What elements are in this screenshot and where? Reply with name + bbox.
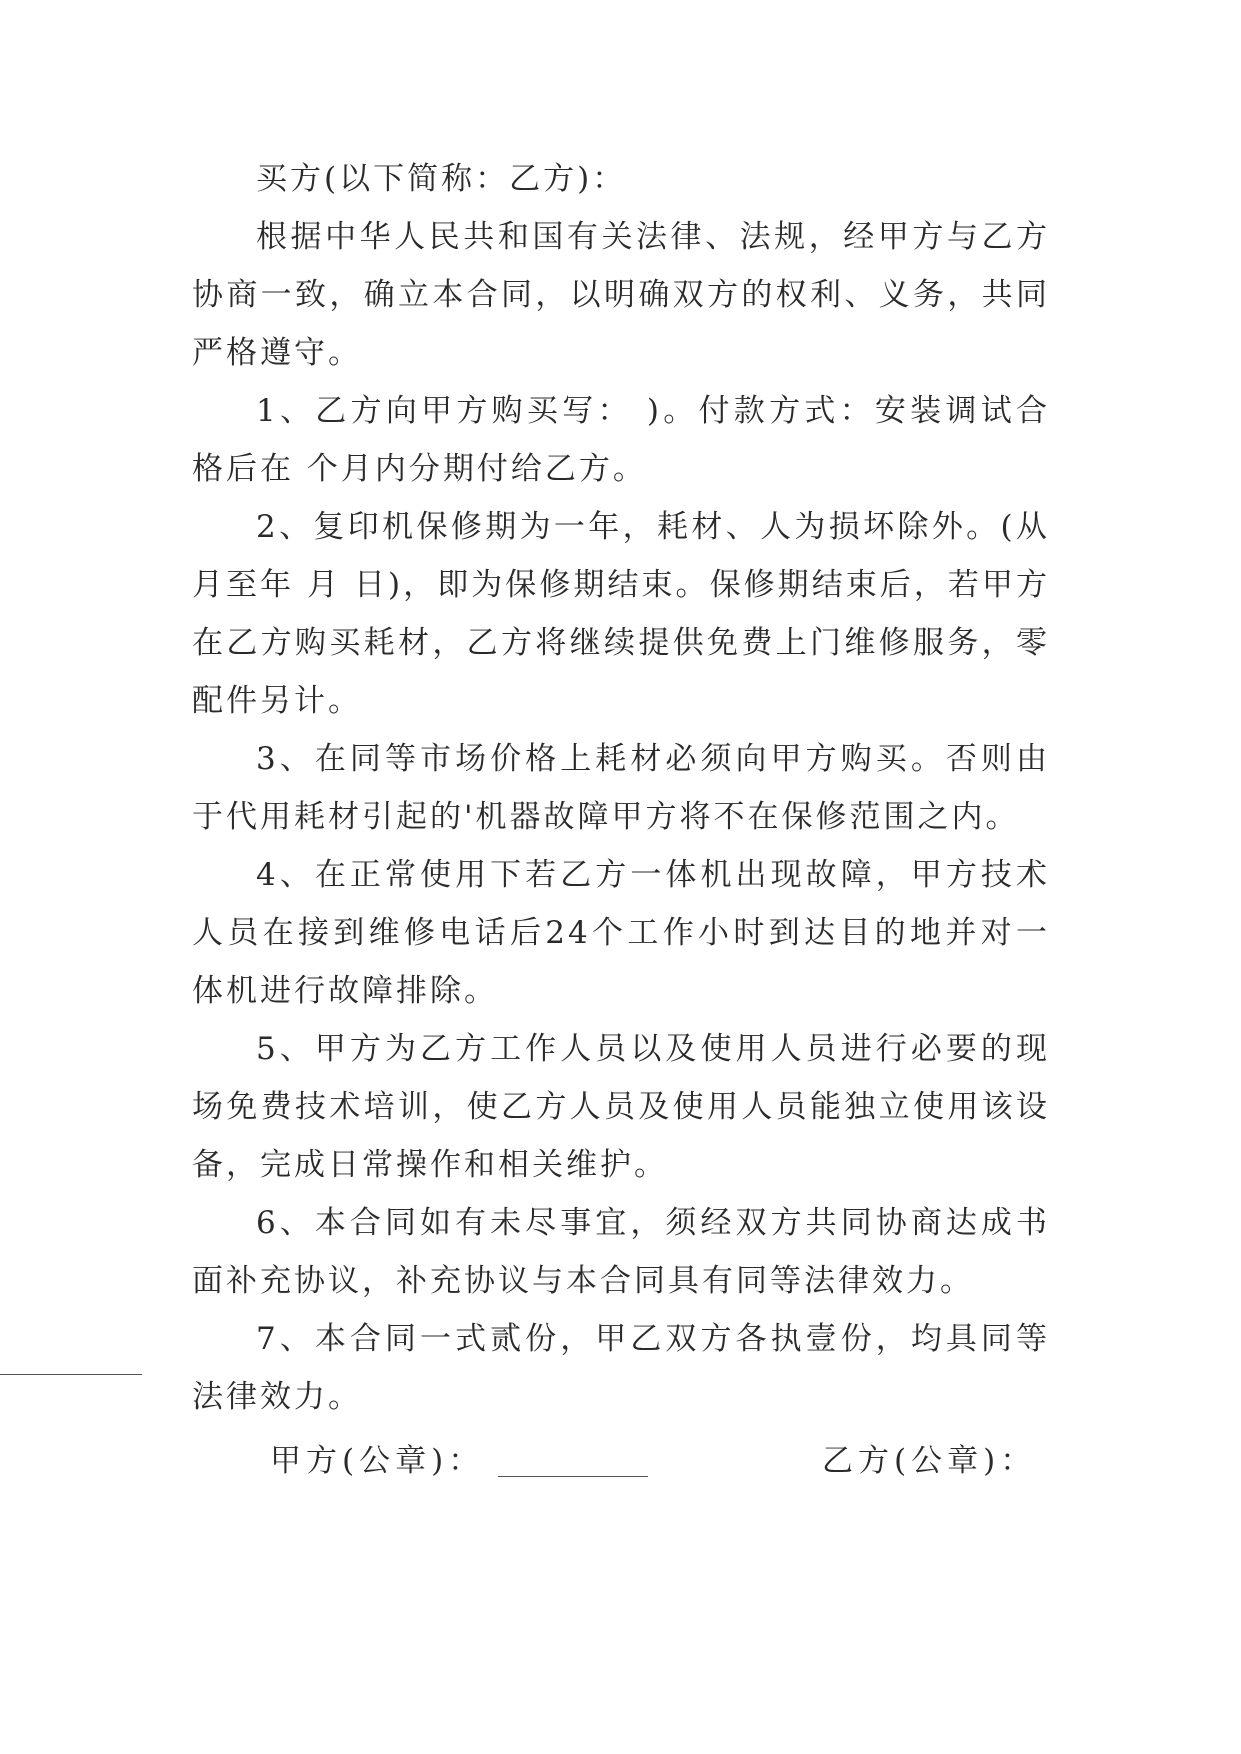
- party-a-signature-line: [498, 1476, 648, 1477]
- party-b-seal-label: 乙方(公章)：: [822, 1443, 1037, 1479]
- contract-page: [192, 150, 1050, 1492]
- preamble-paragraph: 根据中华人民共和国有关法律、法规，经甲方与乙方协商一致，确立本合同，以明确双方的权利、义务，共同严格遵守。: [192, 219, 1050, 371]
- clause-4: 4、在正常使用下若乙方一体机出现故障，甲方技术人员在接到维修电话后24个工作小时到达目的地并对一体机进行故障排除。: [192, 857, 1050, 1009]
- party-b-signature-line: [0, 1374, 142, 1375]
- clause-1: 1、乙方向甲方购买写： )。付款方式：安装调试合格后在 个月内分期付给乙方。: [192, 393, 1050, 487]
- clause-7: 7、本合同一式贰份，甲乙双方各执壹份，均具同等法律效力。: [192, 1321, 1050, 1415]
- clause-3: 3、在同等市场价格上耗材必须向甲方购买。否则由于代用耗材引起的'机器故障甲方将不在保修范围之内。: [192, 741, 1050, 835]
- signature-row: [192, 1432, 1050, 1492]
- clause-2: 2、复印机保修期为一年，耗材、人为损坏除外。(从 月至年 月 日)，即为保修期结束。保修期结束后，若甲方在乙方购买耗材，乙方将继续提供免费上门维修服务，零配件另计。: [192, 509, 1050, 719]
- party-a-seal-label: 甲方(公章)：: [270, 1443, 485, 1479]
- clause-6: 6、本合同如有未尽事宜，须经双方共同协商达成书面补充协议，补充协议与本合同具有同等法律效力。: [192, 1205, 1050, 1299]
- clause-5: 5、甲方为乙方工作人员以及使用人员进行必要的现场免费技术培训，使乙方人员及使用人员能独立使用该设备，完成日常操作和相关维护。: [192, 1031, 1050, 1183]
- buyer-line: 买方(以下简称：乙方)：: [256, 161, 627, 197]
